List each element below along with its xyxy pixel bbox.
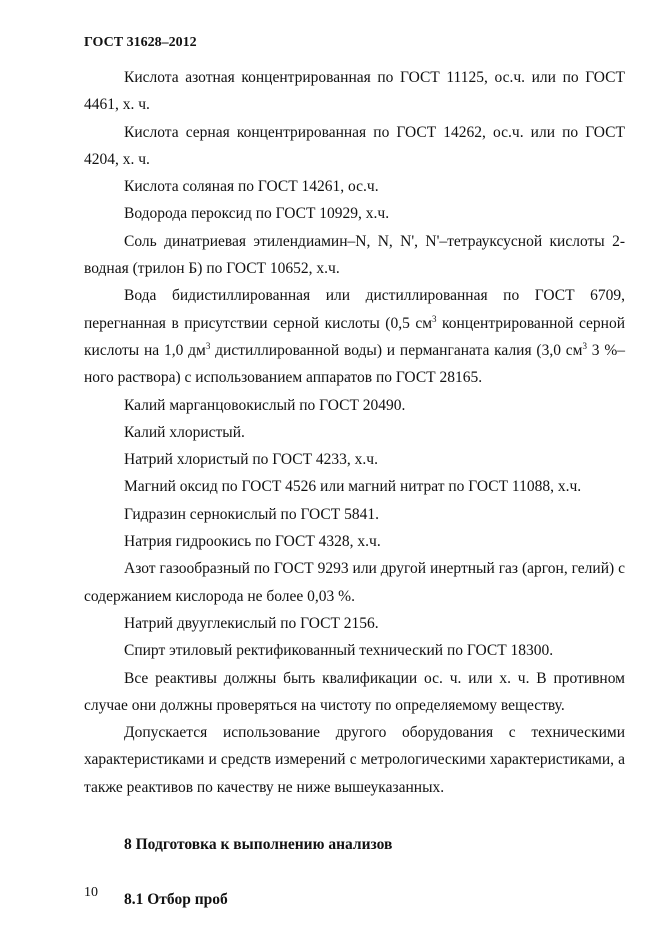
section-8-1-heading: 8.1 Отбор проб	[124, 891, 228, 909]
reagent-magnesium-oxide: Магний оксид по ГОСТ 4526 или магний нитрат по ГОСТ 11088, х.ч.	[124, 478, 582, 496]
reagent-sodium-bicarbonate: Натрий двууглекислый по ГОСТ 2156.	[124, 614, 379, 632]
reagent-nitric-acid: Кислота азотная концентрированная по ГОСТ 11125, ос.ч. или по ГОСТ 4461, х. ч.	[84, 69, 625, 114]
reagent-nitrogen-gas: Азот газообразный по ГОСТ 9293 или другой инертный газ (аргон, гелий) с содержанием кислорода не более 0,03 %.	[84, 560, 625, 605]
reagent-hydrazine-sulfate: Гидразин сернокислый по ГОСТ 5841.	[124, 505, 379, 523]
water-sup-2: 3	[205, 340, 211, 351]
water-text-2: концентрированной серной кислоты на 1,0 дм	[84, 314, 625, 359]
section-8-heading: 8 Подготовка к выполнению анализов	[124, 836, 393, 854]
reagent-hydrogen-peroxide: Водорода пероксид по ГОСТ 10929, х.ч.	[124, 205, 390, 223]
reagent-ethyl-alcohol: Спирт этиловый ректификованный технический по ГОСТ 18300.	[124, 642, 554, 660]
water-text-4: 3 %–ного раствора) с использованием аппаратов по ГОСТ 28165.	[84, 341, 625, 387]
reagent-water	[84, 282, 625, 391]
water-sup-1: 3	[432, 313, 437, 324]
reagent-trilon-b: Соль динатриевая этилендиамин–N, N, N', N'–тетрауксусной кислоты 2-водная (трилон Б) по ГОСТ 10652, х.ч.	[84, 232, 625, 278]
reagent-sulfuric-acid: Кислота серная концентрированная по ГОСТ 14262, ос.ч. или по ГОСТ 4204, х. ч.	[84, 123, 625, 168]
reagent-potassium-chloride: Калий хлористый.	[124, 423, 245, 441]
document-body	[84, 64, 625, 914]
equipment-substitution-note: Допускается использование другого оборудования с техническими характеристиками и средств измерений с метрологическими характеристиками, а также реактивов по качеству не ниже вышеуказанных.	[84, 724, 625, 796]
water-text-1: Вода бидистиллированная или дистиллированная по ГОСТ 6709, перегнанная в присутствии серной кислоты (0,5 см	[84, 287, 625, 332]
water-sup-3: 3	[582, 340, 587, 351]
reagents-qualification-note: Все реактивы должны быть квалификации ос. ч. или х. ч. В противном случае они должны проверяться на чистоту по определяемому веществу.	[84, 669, 625, 714]
reagent-sodium-hydroxide: Натрия гидроокись по ГОСТ 4328, х.ч.	[124, 533, 381, 551]
reagent-sodium-chloride: Натрий хлористый по ГОСТ 4233, х.ч.	[124, 451, 378, 469]
standard-header: ГОСТ 31628–2012	[84, 35, 197, 50]
page-number: 10	[84, 885, 98, 900]
reagent-hydrochloric-acid: Кислота соляная по ГОСТ 14261, ос.ч.	[124, 178, 379, 196]
reagent-potassium-permanganate: Калий марганцовокислый по ГОСТ 20490.	[124, 396, 406, 414]
water-text-3: дистиллированной воды) и перманганата калия (3,0 см	[210, 341, 583, 359]
